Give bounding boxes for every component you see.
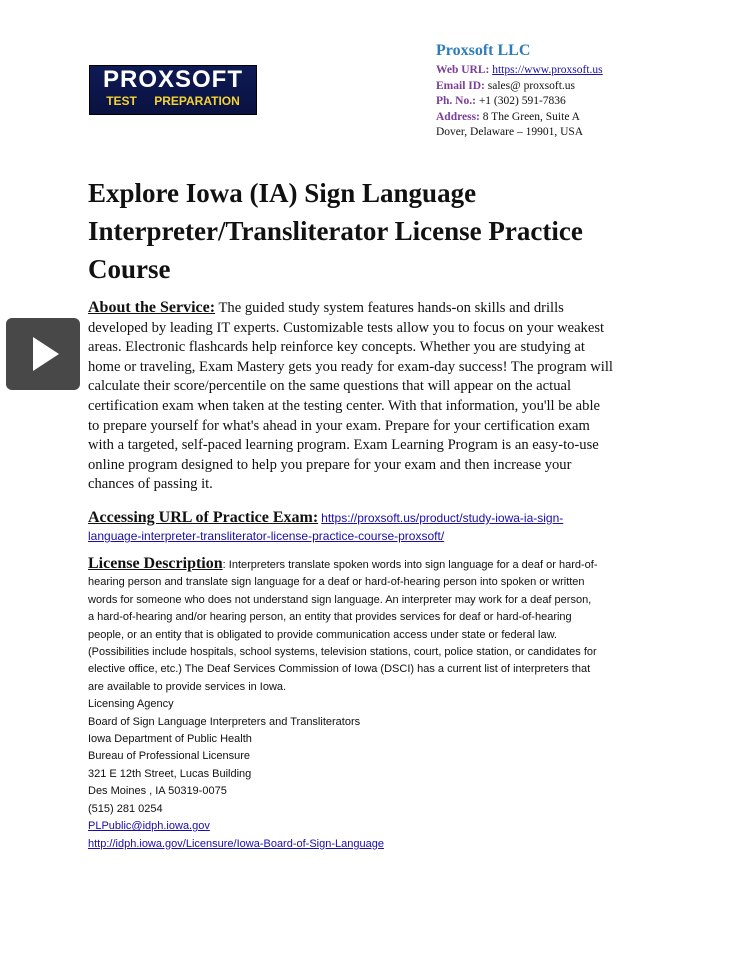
license-line: elective office, etc.) The Deaf Services Commission of Iowa (DSCI) has a current list of interpreters that <box>88 663 591 676</box>
address-line2: Dover, Delaware – 19901, USA <box>436 126 584 138</box>
about-line: online program designed to help you prepare for your exam and then increase your <box>88 456 572 473</box>
address-line1: 8 The Green, Suite A <box>482 110 580 123</box>
about-line: developed by leading IT experts. Customizable tests allow you to focus on your weakest <box>88 319 605 336</box>
license-line: Bureau of Professional Licensure <box>88 750 251 763</box>
license-line: are available to provide services in Iowa. <box>88 680 287 693</box>
title-line: Explore Iowa (IA) Sign Language <box>88 178 477 208</box>
phone-label: Ph. No.: <box>436 95 476 107</box>
license-line: Licensing Agency <box>88 698 174 711</box>
about-section <box>88 298 613 495</box>
email-label: Email ID: <box>436 79 485 92</box>
about-line: areas. Electronic flashcards help reinforce key concepts. Whether you are studying at <box>88 339 585 356</box>
about-line: to prepare yourself for what's ahead in your exam. Prepare for your certification exam <box>88 417 590 434</box>
about-line: chances of passing it. <box>88 476 213 493</box>
license-line: Des Moines , IA 50319-0075 <box>88 785 227 798</box>
license-line: Interpreters translate spoken words into sign language for a deaf or hard-of- <box>228 559 598 571</box>
access-section <box>88 509 563 545</box>
license-line: Iowa Department of Public Health <box>88 733 252 746</box>
license-line: (515) 281 0254 <box>88 802 163 815</box>
license-line: people, or an entity that is obligated to provide communication access under state or federal law. <box>88 628 557 641</box>
web-link[interactable]: https://www.proxsoft.us <box>492 64 603 76</box>
title-line: Interpreter/Transliterator License Practice <box>88 216 583 246</box>
play-video-button[interactable] <box>6 318 80 390</box>
license-email-link[interactable]: PLPublic@idph.iowa.gov <box>88 820 210 833</box>
license-line: Board of Sign Language Interpreters and Transliterators <box>88 715 361 728</box>
company-name: Proxsoft LLC <box>436 42 531 59</box>
contact-block <box>436 41 603 141</box>
about-heading: About the Service: <box>88 299 216 316</box>
access-heading: Accessing URL of Practice Exam: <box>88 509 319 526</box>
license-line: words for someone who does not understand sign language. An interpreter may work for a deaf person, <box>88 593 592 606</box>
license-line: hearing person and translate sign language for a deaf or hard-of-hearing person into spoken or written <box>88 576 585 589</box>
page-title <box>88 174 583 288</box>
license-line: (Possibilities include hospitals, school systems, television stations, court, police station, or candidates for <box>88 646 597 659</box>
logo-line2: TEST PREPARATION <box>106 94 240 108</box>
about-line: home or traveling, Exam Mastery gets you ready for exam-day success! The program will <box>88 358 613 375</box>
address-label: Address: <box>436 110 480 123</box>
license-heading: License Description <box>88 555 223 572</box>
license-board-link[interactable]: http://idph.iowa.gov/Licensure/Iowa-Board-of-Sign-Language <box>88 837 384 850</box>
about-line: certification exam when taken at the testing center. With that information, you'll be able <box>88 397 600 414</box>
about-line: calculate their score/percentile on the same questions that will appear on the actual <box>88 378 572 395</box>
proxsoft-logo <box>89 65 257 115</box>
practice-exam-link[interactable]: https://proxsoft.us/product/study-iowa-ia-sign- <box>321 511 564 525</box>
web-label: Web URL: <box>436 64 490 76</box>
license-section: License Description: Interpreters translate spoken words into sign language for a deaf or hard-of- hearing person and translate sign language for a deaf or hard-of-hearing person into spoken or written words for someone who does not understand sign language. An interpreter may work for a deaf person, a hard-of-hearing and/or hearing person, an entity that provides services for deaf or hard-of-hearing people, or an entity that is obligated to provide communication access under state or federal law. (Possibilities include hospitals, school systems, television stations, court, police station, or candidates for elective office, etc.) The Deaf Services Commission of Iowa (DSCI) has a current list of interpreters that are available to provide services in Iowa. Licensing Agency Board of Sign Language Interpreters and Transliterators Iowa Department of Public Health Bureau of Professional Licensure 321 E 12th Street, Lucas Building Des Moines , IA 50319-0075 (515) 281 0254 PLPublic@idph.iowa.gov http://idph.iowa.gov/Licensure/Iowa-Board-of-Sign-Language <box>88 555 598 850</box>
license-line: 321 E 12th Street, Lucas Building <box>88 767 252 780</box>
email-value: sales@ proxsoft.us <box>487 79 575 92</box>
title-line: Course <box>88 254 171 284</box>
logo-line1: PROXSOFT <box>102 66 243 93</box>
phone-value: +1 (302) 591-7836 <box>478 95 566 107</box>
about-line: with a targeted, self-paced learning program. Exam Learning Program is an easy-to-use <box>88 437 599 454</box>
license-line: a hard-of-hearing and/or hearing person, an entity that provides services for deaf or hard-of-hearing <box>88 611 572 624</box>
about-line: The guided study system features hands-on skills and drills <box>218 300 564 316</box>
practice-exam-link-cont[interactable]: language-interpreter-transliterator-license-practice-course-proxsoft/ <box>88 529 445 543</box>
